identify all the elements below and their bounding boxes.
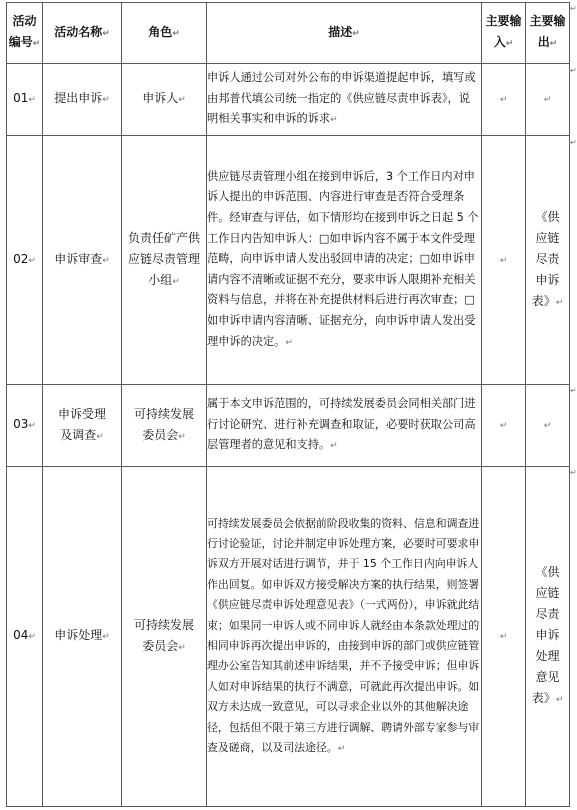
description-cell: 供应链尽责管理小组在接到申诉后，3 个工作日内对申诉人提出的申诉范围、内容进行审查是否符合受理条件。经审查与评估，如下情形均在接到申诉之日起 5 个工作日内告知申诉人：□如申诉内容不属于本文件受理范畴，向申诉申请人发出驳回申请的决定；□如申诉申请内容不清晰或证据不充分，要求申诉人限期补充相关资料与信息，并将在补充提供材料后进行再次审查；□如申诉申请内容清晰、证据充分，向申诉申请人发出受理申诉的决定。↵ [207, 136, 482, 385]
row-end-marker: ↵ [570, 386, 577, 395]
description-cell: 申诉人通过公司对外公布的申诉渠道提起申诉，填写或由邦普代填公司统一指定的《供应链尽责申诉表》，说明相关事实和申诉的诉求↵ [207, 64, 482, 136]
main-output-cell: 《供应链尽责申诉处理意见表》↵ [526, 467, 570, 807]
role-cell: 可持续发展委员会↵ [122, 385, 207, 467]
table-row [7, 136, 570, 385]
header-main-output: 主要输 出↵ [526, 3, 570, 64]
activity-name-cell: 申诉处理↵ [43, 467, 122, 807]
header-role: 角色↵ [122, 3, 207, 64]
header-activity-name: 活动名称↵ [43, 3, 122, 64]
row-end-marker: ↵ [570, 138, 577, 147]
activity-name-cell: 申诉审查↵ [43, 136, 122, 385]
role-cell: 负责任矿产供应链尽责管理小组↵ [122, 136, 207, 385]
main-input-cell: ↵ [482, 467, 526, 807]
table-header-row [7, 3, 570, 64]
description-cell: 可持续发展委员会依据前阶段收集的资料、信息和调查进行讨论验证，讨论并制定申诉处理方案，必要时可要求申诉双方开展对话进行调节，并于 15 个工作日内向申诉人作出回复。如申诉双方接受解决方案的执行结果，则签署《供应链尽责申诉处理意见表》（一式两份），申诉就此结束；如果同一申诉人或不同申诉人就经由本条款处理过的相同申诉再次提出申诉的，由接到申诉的部门或供应链管理办公室告知其前述申诉结果，并不予接受申诉；但申诉人如对申诉结果的执行不满意，可就此再次提出申诉。如双方未达成一致意见，可以寻求企业以外的其他解决途径，包括但不限于第三方进行调解、聘请外部专家参与审查及磋商，以及司法途径。↵ [207, 467, 482, 807]
paragraph-mark-icon: ↵ [549, 39, 558, 49]
activity-table [6, 2, 570, 807]
main-input-cell: ↵ [482, 385, 526, 467]
paragraph-mark-icon: ↵ [172, 28, 180, 39]
table-row [7, 385, 570, 467]
header-activity-no: 活动 编号↵ [7, 3, 43, 64]
paragraph-mark-icon: ↵ [352, 28, 360, 39]
activity-name-cell: 提出申诉↵ [43, 64, 122, 136]
header-main-input: 主要输 入↵ [482, 3, 526, 64]
role-cell: 申诉人↵ [122, 64, 207, 136]
paragraph-mark-icon: ↵ [102, 28, 110, 39]
table-row [7, 64, 570, 136]
activity-no-cell: 04↵ [7, 467, 43, 807]
role-cell: 可持续发展委员会↵ [122, 467, 207, 807]
description-cell: 属于本文申诉范围的，可持续发展委员会同相关部门进行讨论研究、进行补充调查和取证，必要时获取公司高层管理者的意见和支持。↵ [207, 385, 482, 467]
row-end-marker: ↵ [570, 4, 577, 13]
row-end-marker: ↵ [570, 468, 577, 477]
paragraph-mark-icon: ↵ [32, 39, 41, 49]
activity-no-cell: 01↵ [7, 64, 43, 136]
main-output-cell: 《供应链尽责申诉表》↵ [526, 136, 570, 385]
main-output-cell: ↵ [526, 64, 570, 136]
activity-name-cell: 申诉受理及调查↵ [43, 385, 122, 467]
main-input-cell: ↵ [482, 136, 526, 385]
table-row [7, 467, 570, 807]
paragraph-mark-icon: ↵ [505, 39, 514, 49]
row-end-marker: ↵ [570, 66, 577, 75]
header-description: 描述↵ [207, 3, 482, 64]
activity-no-cell: 02↵ [7, 136, 43, 385]
main-output-cell: ↵ [526, 385, 570, 467]
main-input-cell: ↵ [482, 64, 526, 136]
activity-no-cell: 03↵ [7, 385, 43, 467]
